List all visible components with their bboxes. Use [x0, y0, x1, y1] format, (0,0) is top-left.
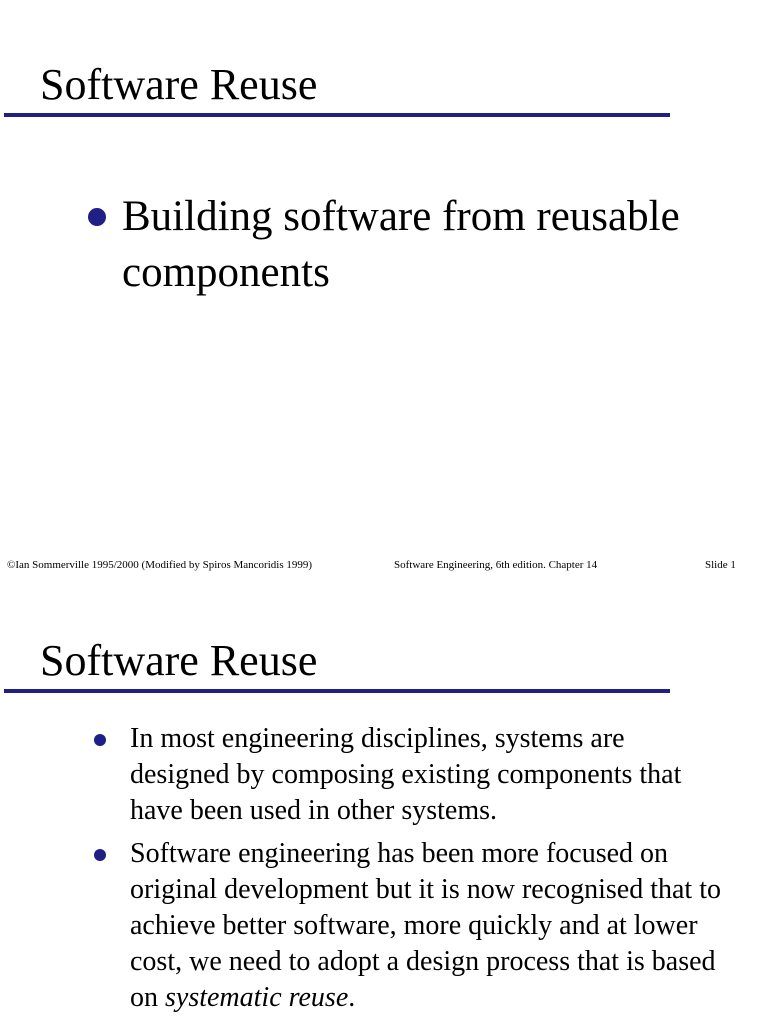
bullet-text: Software engineering has been more focused on original development but it is now recognised that to achieve better software, more quickly and at lower cost, we need to adopt a design process that is based on	[130, 838, 721, 1013]
bullet-item	[130, 721, 730, 829]
bullet-dot-icon	[94, 849, 106, 861]
bullet-text: In most engineering disciplines, systems are designed by composing existing components that have been used in other systems.	[130, 723, 682, 826]
slide-title: Software Reuse	[40, 636, 318, 685]
title-underline	[4, 113, 670, 117]
bullet-emphasis: systematic reuse	[165, 982, 349, 1013]
bullet-dot-icon	[88, 208, 106, 226]
slide-title: Software Reuse	[40, 60, 318, 109]
bullet-dot-icon	[94, 734, 106, 746]
bullet-list	[122, 189, 682, 301]
bullet-tail: .	[348, 982, 356, 1013]
slide-footer	[0, 558, 768, 572]
bullet-item	[130, 836, 730, 1016]
footer-book-title: Software Engineering, 6th edition. Chapter 14	[394, 559, 598, 571]
bullet-item	[122, 189, 682, 301]
slide-2	[0, 600, 768, 1024]
bullet-text: Building software from reusable components	[122, 193, 680, 296]
footer-copyright: ©Ian Sommerville 1995/2000 (Modified by Spiros Mancoridis 1999)	[7, 559, 313, 571]
title-underline	[4, 689, 670, 693]
footer-slide-number: Slide 1	[705, 559, 736, 571]
bullet-list	[130, 721, 730, 1023]
